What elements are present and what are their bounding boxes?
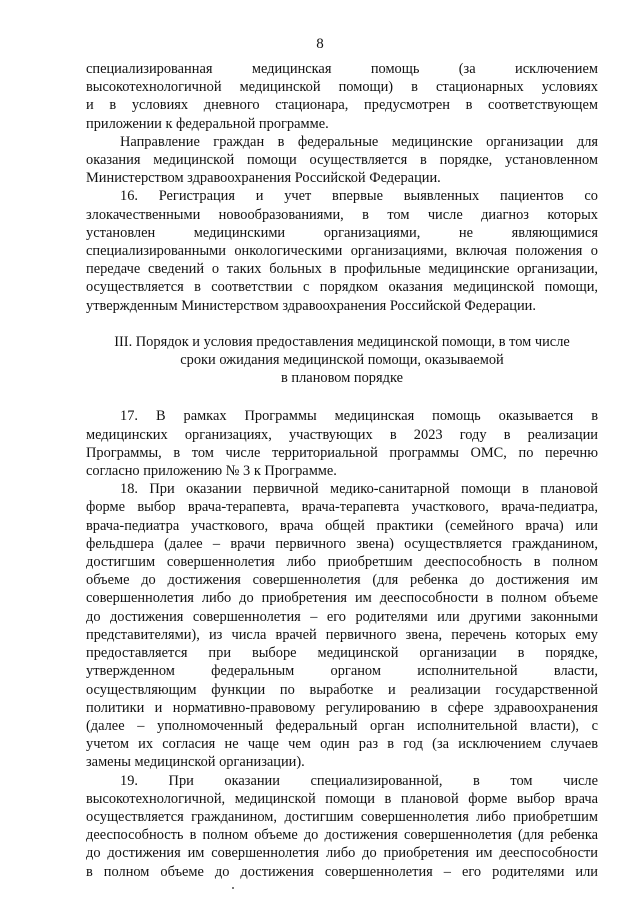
text-line: и в условиях дневного стационара, предусмотрен в соответствующем <box>86 97 598 114</box>
text-line: объеме до достижения совершеннолетия (для ребенка до достижения им <box>86 572 598 589</box>
heading-line: в плановом порядке <box>281 370 403 387</box>
text-line: 17. В рамках Программы медицинская помощь оказывается в <box>120 408 598 425</box>
text-line: высокотехнологичной медицинской помощи) в стационарных условиях <box>86 79 598 96</box>
text-line: согласно приложению № 3 к Программе. <box>86 463 337 480</box>
heading-line: сроки ожидания медицинской помощи, оказываемой <box>180 352 504 369</box>
text-line: врача-педиатра участкового, врача общей практики (семейного врача) или <box>86 517 598 534</box>
paragraph-continuation <box>86 60 598 133</box>
text-line: 19. При оказании специализированной, в том числе <box>120 772 598 789</box>
text-line: Министерством здравоохранения Российской Федерации. <box>86 170 441 187</box>
text-line: политики и нормативно-правовому регулированию в сфере здравоохранения <box>86 699 598 716</box>
text-line: совершеннолетия либо до приобретения им дееспособности в полном объеме <box>86 590 598 607</box>
paragraph-19 <box>86 772 598 881</box>
document-body <box>86 60 598 881</box>
text-line: специализированными онкологическими организациями, включая положения о <box>86 243 598 260</box>
text-line: учетом их согласия не чаще чем один раз в год (за исключением случаев <box>86 736 598 753</box>
text-line: фельдшера (далее – врачи первичного звена) осуществляется гражданином, <box>86 535 598 552</box>
text-line: осуществляющим функции по выработке и реализации государственной <box>86 681 598 698</box>
text-line: установлен медицинскими организациями, не являющимися <box>86 224 598 241</box>
text-line: приложении к федеральной программе. <box>86 115 329 132</box>
text-line: замены медицинской организации). <box>86 754 305 771</box>
text-line: утвержденном федеральным органом исполнительной власти, <box>86 663 598 680</box>
text-line: медицинских организациях, участвующих в 2023 году в реализации <box>86 426 598 443</box>
text-line: достигшим совершеннолетия либо приобретшим дееспособность в полном <box>86 554 598 571</box>
page-number: 8 <box>316 36 324 52</box>
text-line: Направление граждан в федеральные медицинские организации для <box>120 133 598 150</box>
text-line: утвержденным Министерством здравоохранения Российской Федерации. <box>86 297 536 314</box>
paragraph-16 <box>86 187 598 314</box>
paragraph-17 <box>86 407 598 480</box>
text-line: специализированная медицинская помощь (за исключением <box>86 61 598 77</box>
text-line: до достижения им совершеннолетия либо до приобретения им дееспособности <box>86 845 598 862</box>
text-line: 18. При оказании первичной медико-санитарной помощи в плановой <box>120 481 598 498</box>
text-line: (далее – уполномоченный федеральный орган исполнительной власти), с <box>86 717 598 734</box>
text-line: предоставляется при выборе медицинской организации в порядке, <box>86 645 598 662</box>
text-line: высокотехнологичной, медицинской помощи в плановой форме выбор врача <box>86 790 598 807</box>
text-line: 16. Регистрация и учет впервые выявленных пациентов со <box>120 188 598 205</box>
paragraph-referral <box>86 133 598 188</box>
paragraph-18 <box>86 480 598 771</box>
text-line: в полном объеме до достижения совершеннолетия – его родителями или <box>86 863 598 880</box>
text-line: Программы, в том числе территориальной программы ОМС, по перечню <box>86 444 598 461</box>
text-line: до достижения совершеннолетия – его родителями или другими законными <box>86 608 598 625</box>
text-line: дееспособность в полном объеме до достижения совершеннолетия (для ребенка <box>86 827 598 844</box>
text-line: осуществляется гражданином, достигшим совершеннолетия либо приобретшим <box>86 808 598 825</box>
text-line: оказания медицинской помощи осуществляется в порядке, установленном <box>86 152 598 169</box>
heading-line: III. Порядок и условия предоставления медицинской помощи, в том числе <box>114 333 570 350</box>
text-line: злокачественными новообразованиями, в том числе диагноз которых <box>86 206 598 223</box>
text-line: представителями), из числа врачей первичного звена, перечень которых ему <box>86 626 598 643</box>
text-line: форме выбор врача-терапевта, врача-терапевта участкового, врача-педиатра, <box>86 499 598 516</box>
text-line: осуществляется в соответствии с порядком оказания медицинской помощи, <box>86 279 598 296</box>
section-heading <box>86 333 598 388</box>
text-line: передаче сведений о таких больных в профильные медицинские организации, <box>86 261 598 278</box>
scan-speck <box>232 887 234 889</box>
